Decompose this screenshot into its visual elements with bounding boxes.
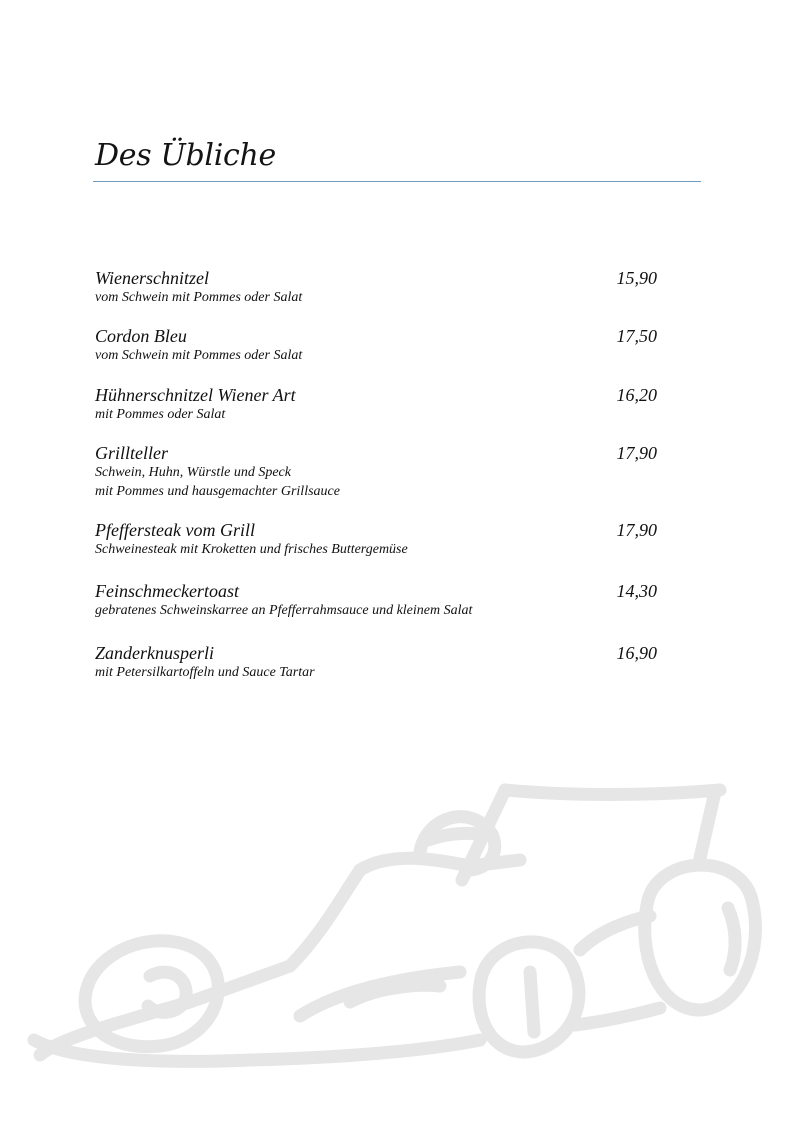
menu-item-description: gebratenes Schweinskarree an Pfefferrahmsauce und kleinem Salat	[95, 603, 473, 618]
menu-item-name: Wienerschnitzel	[95, 268, 209, 288]
menu-item-price: 17,90	[616, 520, 657, 540]
menu-item-description: Schweinesteak mit Kroketten und frisches Buttergemüse	[95, 542, 408, 557]
menu-item-name: Hühnerschnitzel Wiener Art	[95, 385, 296, 405]
menu-item-description: vom Schwein mit Pommes oder Salat	[95, 348, 303, 363]
menu-item-name: Pfeffersteak vom Grill	[95, 520, 255, 540]
menu-item-name: Grillteller	[95, 443, 168, 463]
menu-item-description: mit Petersilkartoffeln und Sauce Tartar	[95, 665, 315, 680]
menu-item-zanderknusperli	[95, 643, 657, 682]
menu-item-price: 14,30	[616, 581, 657, 601]
heading-divider	[93, 181, 701, 182]
menu-item-price: 17,50	[616, 326, 657, 346]
menu-item-feinschmeckertoast	[95, 581, 657, 620]
menu-item-huehnerschnitzel	[95, 385, 657, 424]
menu-item-cordon-bleu	[95, 326, 657, 365]
menu-item-description: Schwein, Huhn, Würstle und Speck mit Pommes und hausgemachter Grillsauce	[95, 465, 340, 499]
menu-item-name: Feinschmeckertoast	[95, 581, 239, 601]
menu-item-description: vom Schwein mit Pommes oder Salat	[95, 290, 303, 305]
menu-item-grillteller	[95, 443, 657, 501]
menu-item-name: Cordon Bleu	[95, 326, 187, 346]
menu-item-description: mit Pommes oder Salat	[95, 407, 226, 422]
menu-item-price: 16,20	[616, 385, 657, 405]
menu-item-pfeffersteak	[95, 520, 657, 559]
section-heading: Des Übliche	[95, 138, 276, 173]
menu-item-price: 16,90	[616, 643, 657, 663]
menu-item-name: Zanderknusperli	[95, 643, 214, 663]
race-car-icon	[0, 740, 793, 1122]
menu-item-price: 17,90	[616, 443, 657, 463]
menu-item-price: 15,90	[616, 268, 657, 288]
menu-item-wienerschnitzel	[95, 268, 657, 307]
